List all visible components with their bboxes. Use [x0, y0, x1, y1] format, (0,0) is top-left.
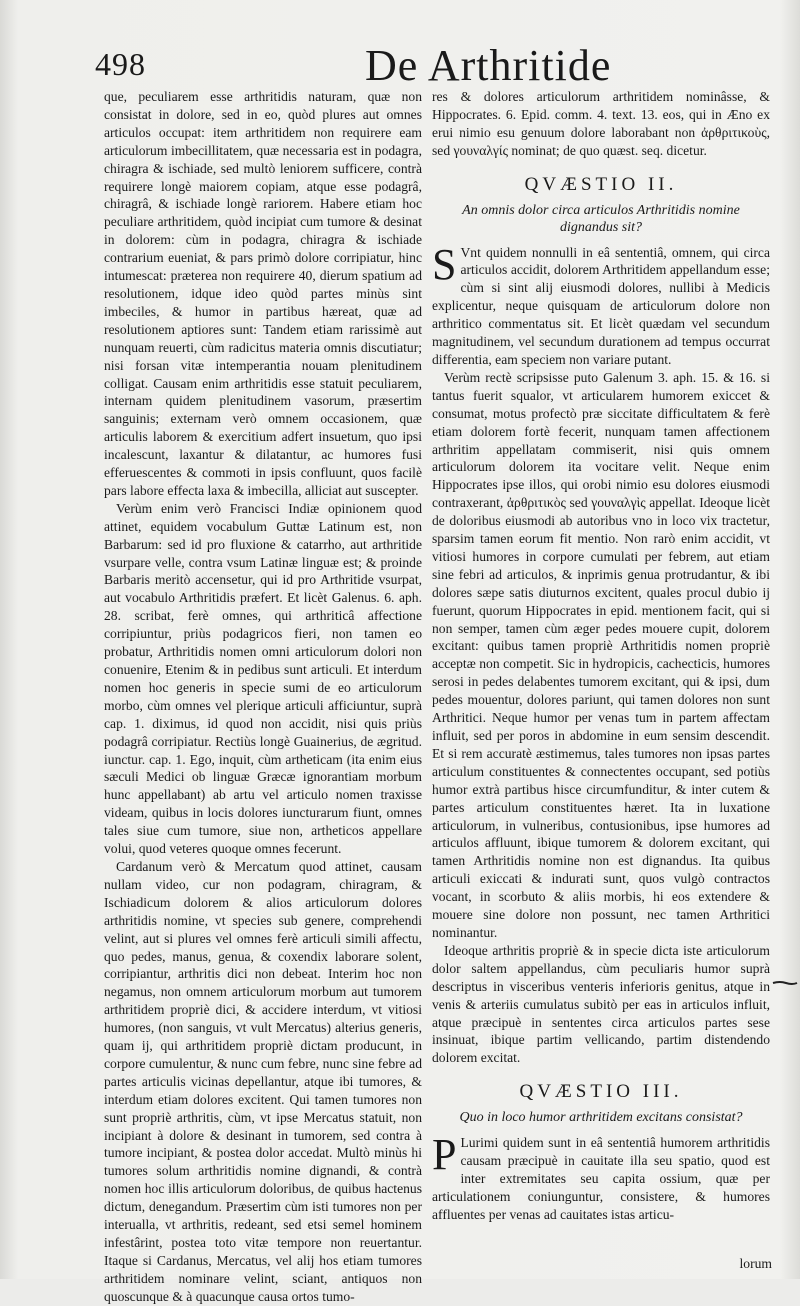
paragraph: Ideoque arthritis propriè & in specie dicta iste articulorum dolor saltem appellandus, cùm peculiaris humor suprà descriptus in visceribus venteris inferioris genitus, atque in venis & arteriis cumulatus subitò per eas in articulos influit, atque præcipuè in sententes circa articulos partes sese insinuat, ibique partim vellicando, partim distendendo dolorem excitat. — [432, 942, 770, 1066]
paragraph: Verùm enim verò Francisci Indiæ opinionem quod attinet, equidem vocabulum Guttæ Latinum est, non Barbarum: sed id pro fluxione & catarrho, aut arthritide vsurpare velle, contra vsum Latinæ linguæ est; & proinde Barbaris meritò accensetur, qui id pro Arthritide vsurpat, aut vocabulo Arthritidis præfert. Et licèt Galenus. 6. aph. 28. scribat, ferè omnes, qui arthriticâ affectione corripiuntur, priùs podagricos fieri, non tamen eo probatur, Arthritidis nomen omni articulorum dolori non conuenire, Etenim & in pedibus sunt articuli. Et interdum nomen hoc generis in specie sumi de eo articulorum morbo, cùm omnes vel plerique articuli afficiuntur, suprà cap. 1. diximus, id quod non accidit, nisi quis priùs podagrâ corripiatur. Rectiùs longè Guainerius, de ægritud. iunctur. cap. 1. Ego, inquit, cùm artheticam (ita enim eius sæculi Medici ob linguæ Græcæ ignorantiam morbum hunc appellabant) ab artu vel articulo nomen traxisse videam, quibus in locis dolores iuncturarum fiunt, omnes tales siue cum tumore, siue non, artheticos appellare volui, quod veteres quoque omnes fecerunt. — [104, 500, 422, 857]
paragraph-text: Lurimi quidem sunt in eâ sententiâ humorem arthritidis causam præcipuè in cauitate illa seu spatio, quod est inter extremitates seu capita ossium, quæ per articulationem coniunguntur, consistere, & humores affluentes per venas ad cauitates istas articu- — [432, 1135, 770, 1222]
marginal-pen-mark — [772, 980, 798, 986]
running-head: De Arthritide — [365, 41, 612, 90]
page-header — [95, 40, 785, 90]
catchword: lorum — [739, 1256, 772, 1271]
paragraph — [432, 1130, 770, 1224]
paragraph: que, peculiarem esse arthritidis naturam, quæ non consistat in dolore, sed in eo, quòd plures aut omnes articulos occupat: item arthritidem non requirere eam articulorum imbecillitatem, quæ necessaria est in podagra, chiragra & ischiade, sed multò leniorem sufficere, contrà requirere longè maiorem copiam, atque esse podagrâ, chiragrâ, & ischiade longè rariorem. Habere etiam hoc peculiare arthritidem, quòd incipiat cum tumore & desinat in dolorem: cùm in podagra, chiragra & ischiade contrarium eueniat, & pars primò dolore corripiatur, hinc intumescat: præterea non requirere 40, dierum spatium ad resolutionem, idque ideo quòd partes minùs sint imbeciles, & humor in partibus hæreat, quæ ad resolutionem aptiores sunt: Tandem etiam rarissimè aut nunquam reuerti, cùm radicitus materia omnis discutiatur; nisi forsan vitæ intemperantia nouam plenitudinem colligat. Causam enim arthritidis esse statuit peculiarem, internam quidem plenitudinem vasorum, præsertim sanguinis; externam verò omnem occasionem, quæ articulis laborem & exercitium adfert insuetum, quo ipsi incalescunt, laxantur & dilatantur, ac humores fusi efferuescentes & commoti in ipsis confluunt, quos facilè pars labore effecta laxa & imbecilla, alliciat aut suscepter. — [104, 89, 422, 498]
question-heading: QVÆSTIO II. — [524, 173, 678, 195]
paragraph — [432, 239, 770, 369]
drop-cap: P — [432, 1130, 457, 1180]
paragraph: Cardanum verò & Mercatum quod attinet, causam nullam video, cur non podagram, chiragram, & Ischiadicum dolorem & alios articulorum dolores arthritidis nomine, vt species sub genere, comprehendi velint, aut si plures vel omnes ferè articuli simili affectu, quo pedes, manus, genua, & coxendix laborare solent, corripiantur, arthritis dici non debeat. Interim hoc non negamus, non omnem articulorum morbum aut tumorem arthritidem propriè dici, & accidere interdum, vt vitiosi humores, (non sanguis, vt vult Mercatus) alterius generis, quam ij, qui arthritidem propriè dictam producunt, in corpore cumulentur, & nunc cum febre, nunc sine febre ad partes articulis vicinas depellantur, atque ibi tumores, & interdum etiam dolores excitent. Qui tamen tumores non sunt propriè arthritis, cùm, vt ipse Mercatus statuit, non incipiant à dolore & desinant in tumorem, sed contra à tumore incipiant, & postea dolor accedat. Multò minùs hi tumores solum arthritidis nomine dignandi, & contrà nomen hoc illis articulorum doloribus, de quibus hactenus dictum, denegandum. Præsertim cùm isti tumores non per interualla, vt arthritis, redeant, sed etsi semel hominem infestârint, postea toto vitæ tempore non reuertantur. Itaque si Cardanus, Mercatus, vel alij hos etiam tumores arthritidem nominare velint, sciant, antiquos non quoscunque & à quacunque causa ortos tumo- — [104, 858, 422, 1304]
drop-cap: S — [432, 239, 457, 289]
paragraph-text: Vnt quidem nonnulli in eâ sententiâ, omnem, qui circa articulos accidit, dolorem Arthritidem appellandum esse; cùm si sint alij eiusmodi dolores, nullibi à Medicis explicentur, neque quisquam de articulorum dolore non arthritico commentatus sit. Et licèt quædam vel secundum magnitudinem, vel secundum durationem ad tempus occurrat differentia, eam speciem non variare putant. — [432, 244, 770, 367]
question-title: An omnis dolor circa articulos Arthritidis nomine dignandus sit? — [462, 202, 740, 235]
question-title: Quo in loco humor arthritidem excitans consistat? — [459, 1110, 743, 1126]
right-column — [432, 88, 770, 1224]
paragraph: Verùm rectè scripsisse puto Galenum 3. aph. 15. & 16. si tantus fuerit squalor, vt articularem humorem exiccet & consumat, motus profectò præ siccitate difficultatem & ferè etiam dolorem fortè fecerit, nunquam tamen affectionem arthritim appellatam commiserit, nisi quis omnem articulorum dolorem ita vocitare velit. Neque enim Hippocrates ipse illos, qui orobi nimio esu dolores eiusmodi contraxerant, ἀρθριτικὸς sed γουναλγὶς appellat. Ideoque licèt de doloribus eiusmodi ab autoribus vno in loco vix tractetur, sparsim tamen eorum fit mentio. Non rarò enim accidit, vt vitiosi humores in corpore cumulati per febrem, aut etiam sine febri ad articulos, & inprimis genua protrudantur, & ibi dolores sæpe satis diuturnos excitent, quales procul dubio ij fuerunt, quorum Hippocrates in epid. mentionem facit, qui si non semper, tamen cùm æger pedes mouere cupit, dolorem excitant: quibus tamen propriè Arthritidis nomen propriè acceptæ non competit. Sic in hydropicis, cachecticis, humores serosi in pedes delabentes tumorem excitant, qui & ipsi, dum pedes mouentur, dolores pariunt, qui tamen dolores non sunt Arthritici. Neque humor per venas tum in partem affectam influit, sed per poros in abdomine in eum sensim descendit. Et si rem accuratè æstimemus, tales tumores non ipsas partes articulum constituentes & connectentes occupant, sed potiùs humor extrà partibus hisce circumfunditur, & inter cutem & partes articulum constituentes hæret. Ita in luxatione articulorum, in vulneribus, contusionibus, ipse humores ad articulos affluunt, ibique tumorem & dolorem excitant, qui tamen Arthritidis nomine non est dignandus. Ita quibus articuli exiccati & indurati sunt, quos vulgò contractos vocant, in scorbuto & aliis morbis, hi eos extendere & mouere sine dolore non possunt, nec tamen Arthritici nominantur. — [432, 369, 770, 940]
left-column — [104, 88, 422, 1306]
page-number: 498 — [95, 46, 146, 82]
paragraph: res & dolores articulorum arthritidem nominâsse, & Hippocrates. 6. Epid. comm. 4. text. 13. eos, qui in Æno ex erui nimio esu genuum dolore laborabant non ἀρθριτικοὺς, sed γουναλγίς nominat; de quo quæst. seq. dicetur. — [432, 89, 770, 158]
question-heading: QVÆSTIO III. — [519, 1081, 683, 1103]
